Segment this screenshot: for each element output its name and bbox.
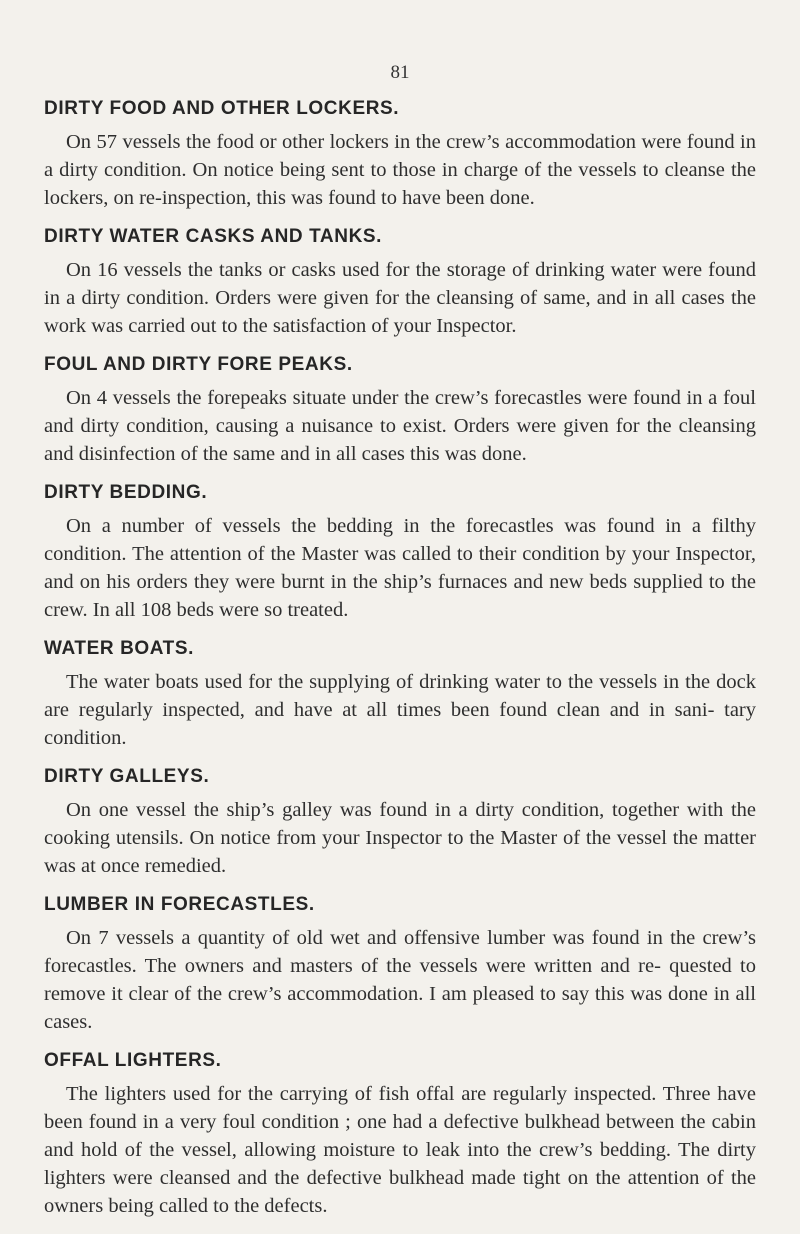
page-number: 81 — [390, 62, 410, 83]
section-dirty-bedding — [44, 482, 756, 624]
section-offal-lighters — [44, 1050, 756, 1220]
section-water-boats — [44, 638, 756, 752]
section-heading: OFFAL LIGHTERS. — [44, 1050, 222, 1071]
section-heading: WATER BOATS. — [44, 638, 195, 659]
section-paragraph: On 57 vessels the food or other lockers in the crew’s accommodation were found in a dirty condition. On notice being sent to those in charge of the vessels to cleanse the lockers, on re-inspection, this was found to have been done. — [44, 131, 756, 209]
section-paragraph: On a number of vessels the bedding in the forecastles was found in a filthy condition. The attention of the Master was called to their condition by your Inspector, and on his orders they were burnt in the ship’s furnaces and new beds supplied to the crew. In all 108 beds were so treated. — [44, 515, 756, 621]
section-paragraph: On 4 vessels the forepeaks situate under the crew’s forecastles were found in a foul and dirty condition, causing a nuisance to exist. Orders were given for the cleansing and disinfection of the same and in all cases this was done. — [44, 387, 756, 465]
section-dirty-galleys — [44, 766, 756, 880]
section-heading: DIRTY WATER CASKS AND TANKS. — [44, 226, 383, 247]
section-heading: DIRTY GALLEYS. — [44, 766, 210, 787]
section-paragraph: On 7 vessels a quantity of old wet and offensive lumber was found in the crew’s forecastles. The owners and masters of the vessels were written and re- quested to remove it clear of the crew’s accommodation. I am pleased to say this was done in all cases. — [44, 927, 756, 1033]
section-heading: DIRTY BEDDING. — [44, 482, 208, 503]
section-paragraph: The water boats used for the supplying of drinking water to the vessels in the dock are regularly inspected, and have at all times been found clean and in sani- tary condition. — [44, 671, 756, 749]
section-lumber-forecastles — [44, 894, 756, 1036]
section-heading: LUMBER IN FORECASTLES. — [44, 894, 315, 915]
document-body — [44, 98, 756, 1234]
section-paragraph: On 16 vessels the tanks or casks used for the storage of drinking water were found in a dirty condition. Orders were given for the cleansing of same, and in all cases the work was carried out to the satisfaction of your Inspector. — [44, 259, 756, 337]
section-dirty-water-casks — [44, 226, 756, 340]
section-paragraph: The lighters used for the carrying of fish offal are regularly inspected. Three have been found in a very foul condition ; one had a defective bulkhead between the cabin and hold of the vessel, allowing moisture to leak into the crew’s bedding. The dirty lighters were cleansed and the defective bulkhead made tight on the attention of the owners being called to the defects. — [44, 1083, 756, 1217]
section-heading: DIRTY FOOD AND OTHER LOCKERS. — [44, 98, 400, 119]
section-paragraph: On one vessel the ship’s galley was found in a dirty condition, together with the cooking utensils. On notice from your Inspector to the Master of the vessel the matter was at once remedied. — [44, 799, 756, 877]
section-heading: FOUL AND DIRTY FORE PEAKS. — [44, 354, 353, 375]
section-dirty-food-lockers — [44, 98, 756, 212]
section-fore-peaks — [44, 354, 756, 468]
